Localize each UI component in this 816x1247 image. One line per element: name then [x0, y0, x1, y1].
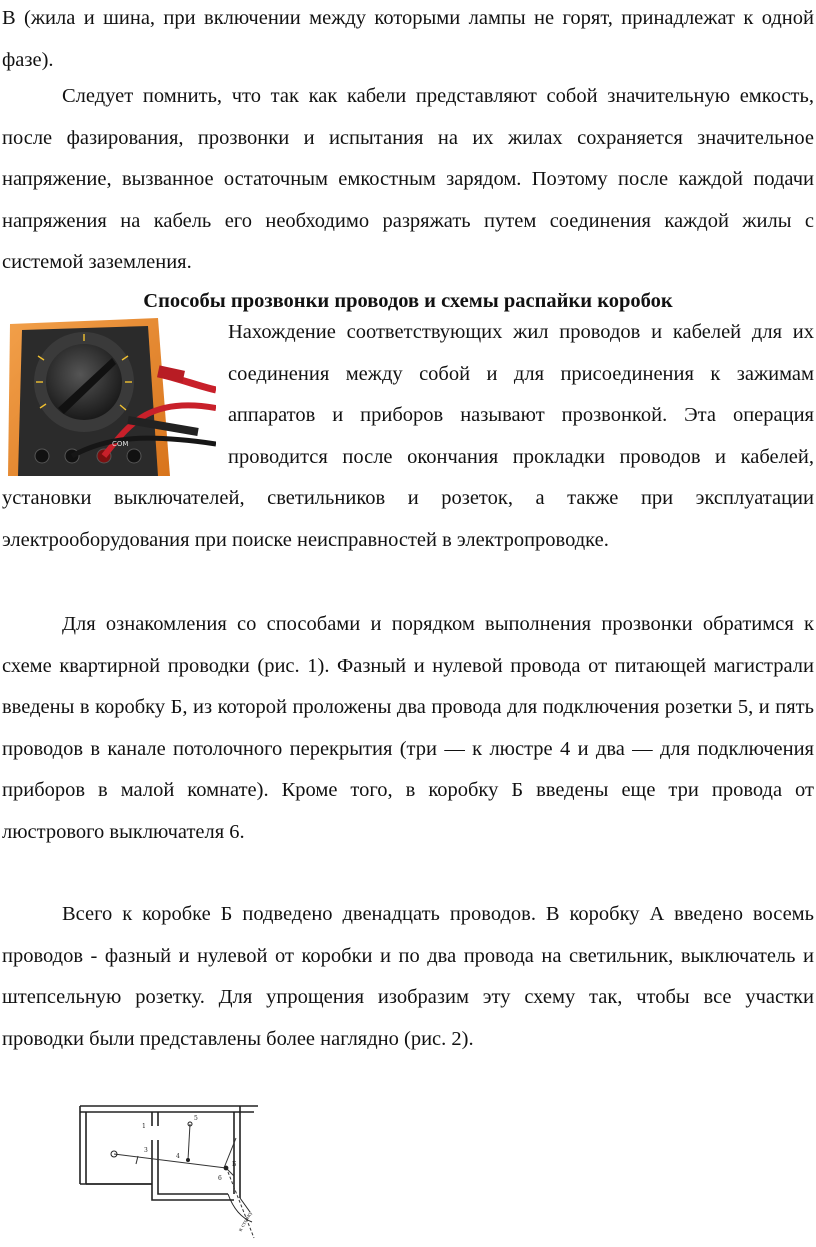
svg-text:6: 6 [218, 1175, 222, 1182]
photo-float-space [2, 312, 228, 478]
paragraph-wiring-scheme: Для ознакомления со способами и порядком выполнения прозвонки обратимся к схеме квартирной проводки (рис. 1). Фазный и нулевой провода от питающей магистрали введены в коробку Б, из которой проложены два провода для подключения розетки 5, и пять проводов в канале потолочного перекрытия (три — к люстре 4 и два — для подключения приборов в малой комнате). Кроме того, в коробку Б введены еще три провода от люстрового выключателя 6. [2, 613, 814, 843]
paragraph-cable-discharge: Следует помнить, что так как кабели представляют собой значительную емкость, после фазирования, прозвонки и испытания на их жилах сохраняется значительное напряжение, вызванное остаточным емкостным зарядом. Поэтому после каждой подачи напряжения на кабель его необходимо разряжать путем соединения каждой жилы с системой заземления. [2, 85, 814, 273]
wiring-plan-figure [78, 1104, 278, 1242]
svg-text:5: 5 [194, 1115, 198, 1122]
paragraph-box-summary: Всего к коробке Б подведено двенадцать проводов. В коробку А введено восемь проводов - фазный и нулевой от коробки и по два провода на светильник, выключатель и штепсельную розетку. Для упрощения изобразим эту схему так, чтобы все участки проводки были представлены более наглядно (рис. 2). [2, 903, 814, 1050]
multimeter-label: COM [112, 440, 129, 448]
section-heading: Способы прозвонки проводов и схемы распайки коробок [143, 290, 673, 312]
continuity-text: Нахождение соответствующих жил проводов и кабелей для их соединения между собой и для присоединения к зажимам аппаратов и приборов называют прозвонкой. Эта операция проводится после окончания прокладки проводов и кабелей, установки выключателей, светильников и розеток, а также при эксплуатации электрооборудования при поиске неисправностей в электропроводке. [2, 321, 814, 551]
paragraph-phase-note: В (жила и шина, при включении между которыми лампы не горят, принадлежат к одной фазе). [2, 7, 814, 71]
svg-text:к стояку: к стояку [237, 1210, 254, 1233]
paragraph-continuity-test [2, 312, 814, 561]
svg-text:4: 4 [176, 1153, 180, 1160]
svg-text:Б: Б [232, 1161, 237, 1168]
svg-text:1: 1 [142, 1123, 146, 1130]
apartment-wiring-plan-icon [78, 1104, 278, 1242]
svg-text:3: 3 [144, 1147, 148, 1154]
